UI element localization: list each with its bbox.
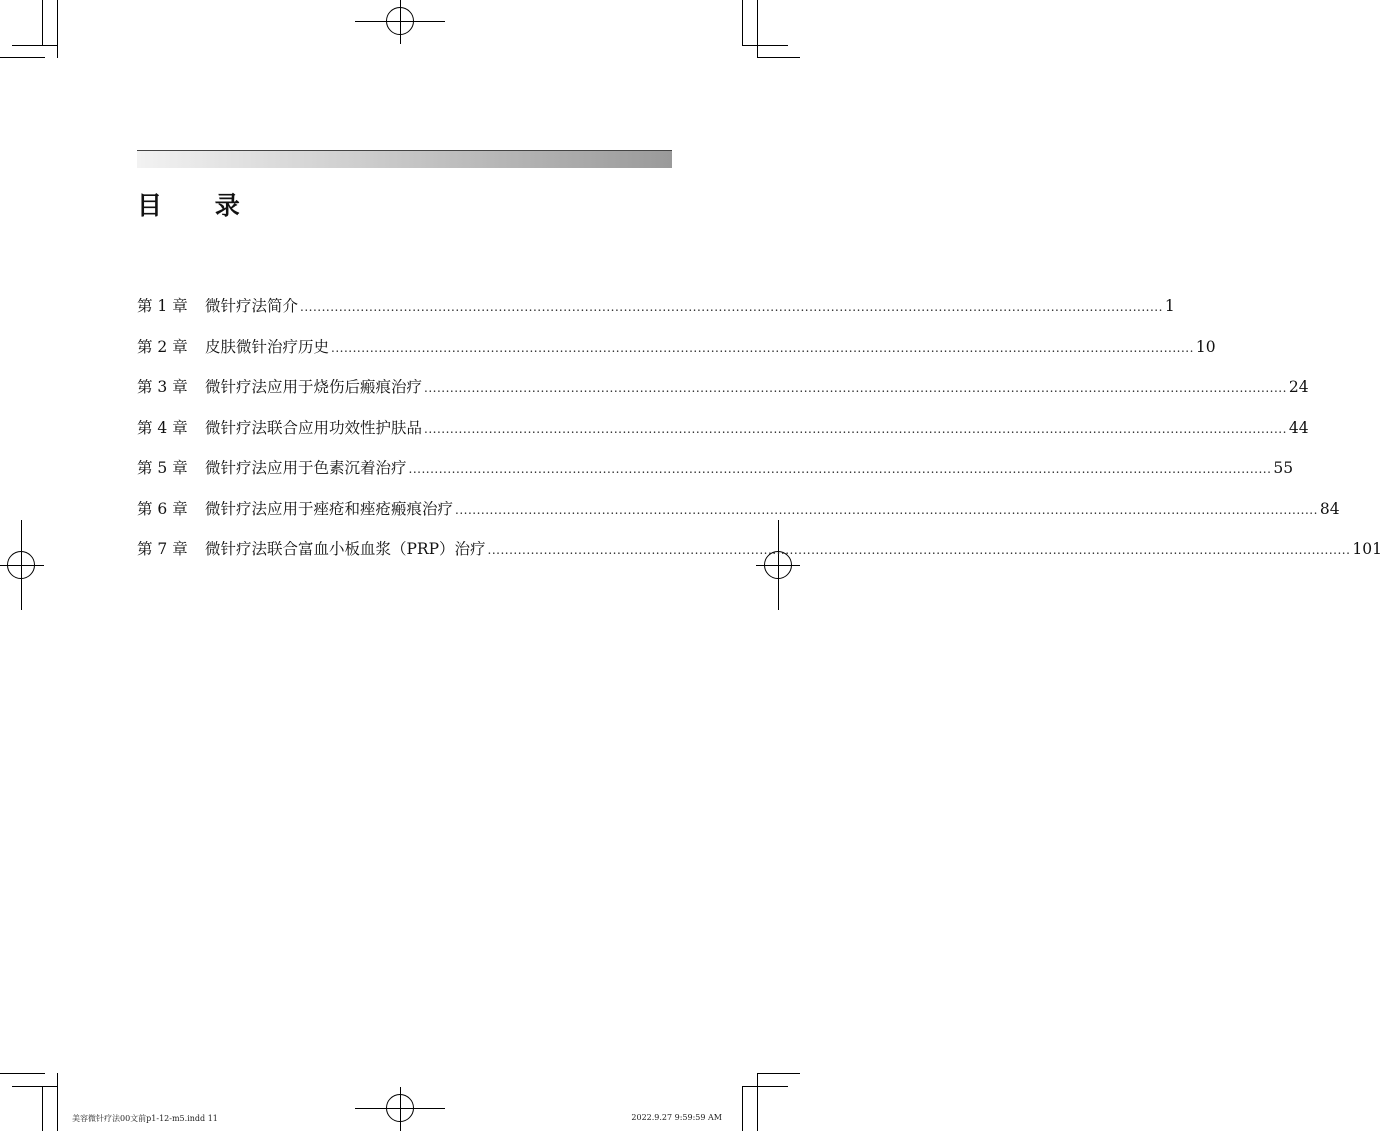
toc-chapter-number: 第 7 章 (137, 540, 188, 558)
page-title: 目 录 (137, 191, 262, 220)
toc-leader-dots: ........................................................................................................................................................................................................ (424, 381, 1287, 395)
toc-entry[interactable] (137, 535, 1382, 576)
toc-leader-dots: ........................................................................................................................................................................................................ (487, 543, 1351, 557)
toc-entry[interactable] (137, 373, 1309, 414)
toc-page-number: 55 (1273, 459, 1294, 477)
toc-leader-dots: ........................................................................................................................................................................................................ (455, 502, 1318, 517)
crop-mark (0, 1073, 45, 1074)
toc-page-number: 84 (1319, 499, 1340, 518)
crop-mark (742, 0, 743, 45)
toc-chapter-title: 微针疗法应用于痤疮和痤疮瘢痕治疗 (205, 499, 454, 518)
print-slug-timestamp: 2022.9.27 9:59:59 AM (631, 1113, 722, 1122)
registration-mark (386, 1094, 414, 1122)
table-of-contents (137, 292, 1382, 576)
crop-mark (742, 1086, 743, 1131)
crop-mark (42, 0, 43, 45)
toc-chapter-title: 微针疗法简介 (205, 297, 299, 315)
toc-chapter-title: 微针疗法应用于烧伤后瘢痕治疗 (205, 378, 423, 396)
toc-leader-dots: ........................................................................................................................................................................................................ (331, 340, 1194, 355)
toc-chapter-title: 微针疗法联合富血小板血浆（PRP）治疗 (205, 540, 486, 558)
toc-chapter-number: 第 5 章 (137, 459, 188, 477)
toc-leader-dots: ........................................................................................................................................................................................................ (408, 462, 1272, 476)
header-gradient-bar (137, 150, 672, 168)
toc-leader-dots: ........................................................................................................................................................................................................ (424, 421, 1287, 436)
toc-page-number: 44 (1288, 418, 1309, 437)
toc-leader-dots: ........................................................................................................................................................................................................ (300, 300, 1163, 314)
crop-mark (0, 57, 45, 58)
toc-page-number: 24 (1288, 378, 1309, 396)
crop-mark (742, 1086, 788, 1087)
toc-chapter-number: 第 4 章 (137, 418, 188, 437)
registration-mark (7, 551, 35, 579)
toc-entry[interactable] (137, 495, 1340, 536)
crop-mark (57, 1073, 58, 1131)
toc-page-number: 101 (1352, 540, 1382, 558)
toc-entry[interactable] (137, 414, 1309, 455)
toc-chapter-title: 微针疗法联合应用功效性护肤品 (205, 418, 423, 437)
crop-mark (42, 1086, 43, 1131)
toc-entry[interactable] (137, 454, 1294, 495)
toc-page-number: 1 (1164, 297, 1175, 315)
crop-mark (757, 1073, 758, 1131)
crop-mark (12, 1086, 57, 1087)
toc-chapter-number: 第 1 章 (137, 297, 188, 315)
crop-mark (12, 45, 57, 46)
crop-mark (57, 0, 58, 58)
toc-chapter-title: 皮肤微针治疗历史 (205, 337, 330, 356)
toc-chapter-number: 第 2 章 (137, 337, 188, 356)
toc-page-number: 10 (1195, 337, 1216, 356)
crop-mark (757, 0, 758, 58)
crop-mark (757, 57, 800, 58)
toc-chapter-number: 第 6 章 (137, 499, 188, 518)
print-slug-filename: 美容微针疗法00文前p1-12-m5.indd 11 (72, 1114, 218, 1123)
crop-mark (757, 1073, 800, 1074)
registration-mark (386, 7, 414, 35)
crop-mark (742, 45, 788, 46)
toc-chapter-number: 第 3 章 (137, 378, 188, 396)
toc-entry[interactable] (137, 333, 1216, 374)
toc-chapter-title: 微针疗法应用于色素沉着治疗 (205, 459, 407, 477)
toc-entry[interactable] (137, 292, 1175, 333)
